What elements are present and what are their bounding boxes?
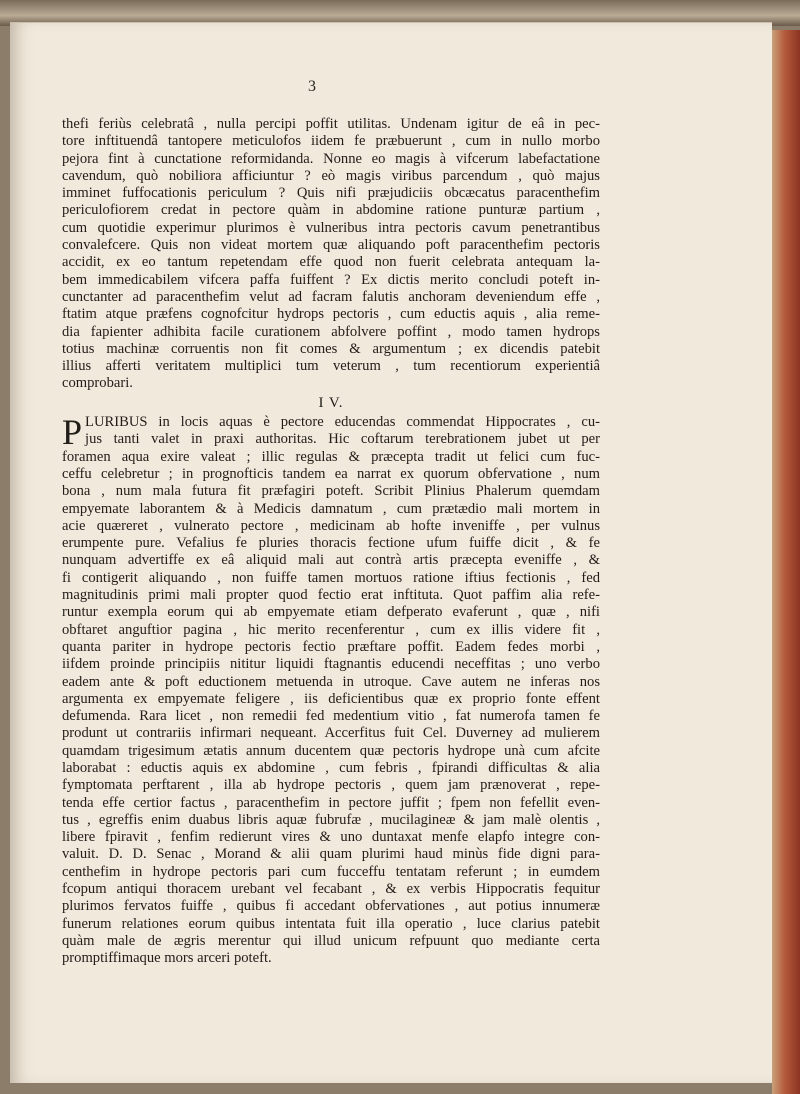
text-line: tore inftituendâ tantopere meticulofos iidem fe præbuerunt , cum in nullo morbo [62,133,600,150]
book-fore-edge [772,30,800,1094]
text-line: quamdam trigesimum ætatis annum ducentem quæ pectoris hydrope unà cum afcite [62,742,600,759]
text-line: funerum relationes eorum quibus intentata fuit illa operatio , luce clarius patebit [62,915,600,932]
text-line: erumpente pure. Vefalius fe pluries thoracis fectione ufum fuiffe dicit , & fe [62,535,600,552]
text-line: bem immedicabilem vifcera paffa fuiffent ? Ex dictis merito concludi poteft in- [62,271,600,288]
page-number: 3 [308,78,316,95]
paragraph-1 [62,116,600,393]
text-line: illius afferti veritatem multiplici tum veterum , tum recentiorum experientiâ [62,358,600,375]
paragraph-2 [62,414,600,968]
text-line: thefi feriùs celebratâ , nulla percipi poffit utilitas. Undenam igitur de eâ in pec- [62,116,600,132]
text-line: eadem ante & poft eductionem metuenda in utroque. Cave autem ne inferas nos [62,673,600,690]
text-line: tenda effe certior factus , paracenthefim in pectore juffit ; fpem non fefellit even- [62,794,600,811]
text-line: tus , egreffis enim duabus libris aquæ fubrufæ , mucilagineæ & jam malè olentis , [62,811,600,828]
text-line: acie quæreret , vulnerato pectore , medicinam ab hofte inveniffe , per vulnus [62,517,600,534]
text-line: centhefim in hydrope pectoris pari cum fucceffu tentatam referunt ; in eumdem [62,863,600,880]
text-line: nunquam advertiffe ex eâ aliquid mali aut contrà artis præcepta eveniffe , & [62,552,600,569]
section-heading: I V. [318,394,344,411]
text-line: foramen aqua exire valeat ; illic regulas & præcepta tradit ut felici cum fuc- [62,448,600,465]
text-line: totius machinæ corruentis non fit comes & argumentum ; ex dicendis patebit [62,340,600,357]
text-line: laborabat : eductis aquis ex abdomine , cum febris , fpirandi difficultas & alia [62,759,600,776]
text-line: obftaret anguftior pagina , hic merito recenferentur , cum ex illis videre fit , [62,621,600,638]
text-line: argumenta ex empyemate feligere , iis deficientibus quæ ex proprio fonte effent [62,690,600,707]
text-line: cum quotidie experimur plurimos è vulneribus intra pectoris cavum penetrantibus [62,219,600,236]
text-line: iifdem proinde principiis nititur liquidi ftagnantis educendi neceffitas ; uno verbo [62,656,600,673]
text-line: imminet fuffocationis periculum ? Quis nifi præjudiciis obcæcatus paracenthefim [62,185,600,202]
text-line: produnt ut contrariis infirmari nequeant. Accerfitus fuit Cel. Duverney ad mulierem [62,725,600,742]
text-line: cunctanter ad paracenthefim velut ad facram falutis anchoram deveniendum effe , [62,288,600,305]
text-line: magnitudinis primi mali propter quod fectio erat inftituta. Quot paffim alia refe- [62,587,600,604]
text-line: valuit. D. D. Senac , Morand & alii quam plurimi haud minùs fide digni para- [62,846,600,863]
text-line: promptiffimaque mors arceri poteft. [62,950,272,967]
text-line: plurimos fervatos fuiffe , quibus fi accedant obfervationes , aut potius innumeræ [62,898,600,915]
text-line: ftatim atque præfens cognofcitur hydrops pectoris , cum eductis aquis , alia reme- [62,306,600,323]
text-line: fi contigerit aliquando , non fuiffe tamen mortuos ratione iftius fectionis , fed [62,569,600,586]
page-text [62,116,600,968]
text-line: jus tanti valet in praxi authoritas. Hic coftarum terebrationem jubet ut per [85,431,600,448]
text-line: LURIBUS in locis aquas è pectore educendas commendat Hippocrates , cu- [85,414,600,431]
text-line: quàm male de ægris merentur qui illud unicum refpuunt quo mediante certa [62,932,600,949]
text-line: libere fpiravit , fenfim redierunt vires & uno duntaxat menfe elapfo integre con- [62,829,600,846]
text-line: bona , num mala futura fit præfagiri poteft. Scribit Plinius Phalerum quemdam [62,483,600,500]
text-line: accidit, ex eo tantum repetendam effe quod non fuerit celebrata antequam la- [62,254,600,271]
text-line: periculofiorem credat in pectore quàm in abdomine ratione punturæ partium , [62,202,600,219]
text-line: ceffu celebretur ; in prognofticis tandem ea narrat ex quorum obfervatione , num [62,465,600,482]
text-line: empyemate laborantem & à Medicis damnatum , cum prætædio mali mortem in [62,500,600,517]
text-line: fymptomata perftarent , illa ab hydrope pectoris , quem jam prænoverat , repe- [62,777,600,794]
text-line: dia fapienter adhibita facile curationem abfolvere poffint , modo tamen hydrops [62,323,600,340]
text-line: convalefcere. Quis non videat mortem quæ aliquando poft paracenthefim pectoris [62,237,600,254]
text-line: quanta pariter in hydrope pectoris fectio præftare poffit. Eadem fedes morbi , [62,638,600,655]
text-line: defumenda. Rara licet , non remedii fed medentium vitio , fat numerofa tamen fe [62,708,600,725]
text-line: fcopum antiqui thoracem urebant vel fecabant , & ex verbis Hippocratis fequitur [62,881,600,898]
text-line: pejora fint à cunctatione reformidanda. Nonne eo magis à vifcerum labefactatione [62,150,600,167]
drop-cap-initial: P [62,412,83,453]
text-line: cavendum, quò nobiliora afficiuntur ? eò magis viribus parcendum , quò majus [62,167,600,184]
text-line: runtur exempla eorum qui ab empyemate etiam defperato evaferunt , quæ , nifi [62,604,600,621]
text-line: comprobari. [62,375,133,392]
